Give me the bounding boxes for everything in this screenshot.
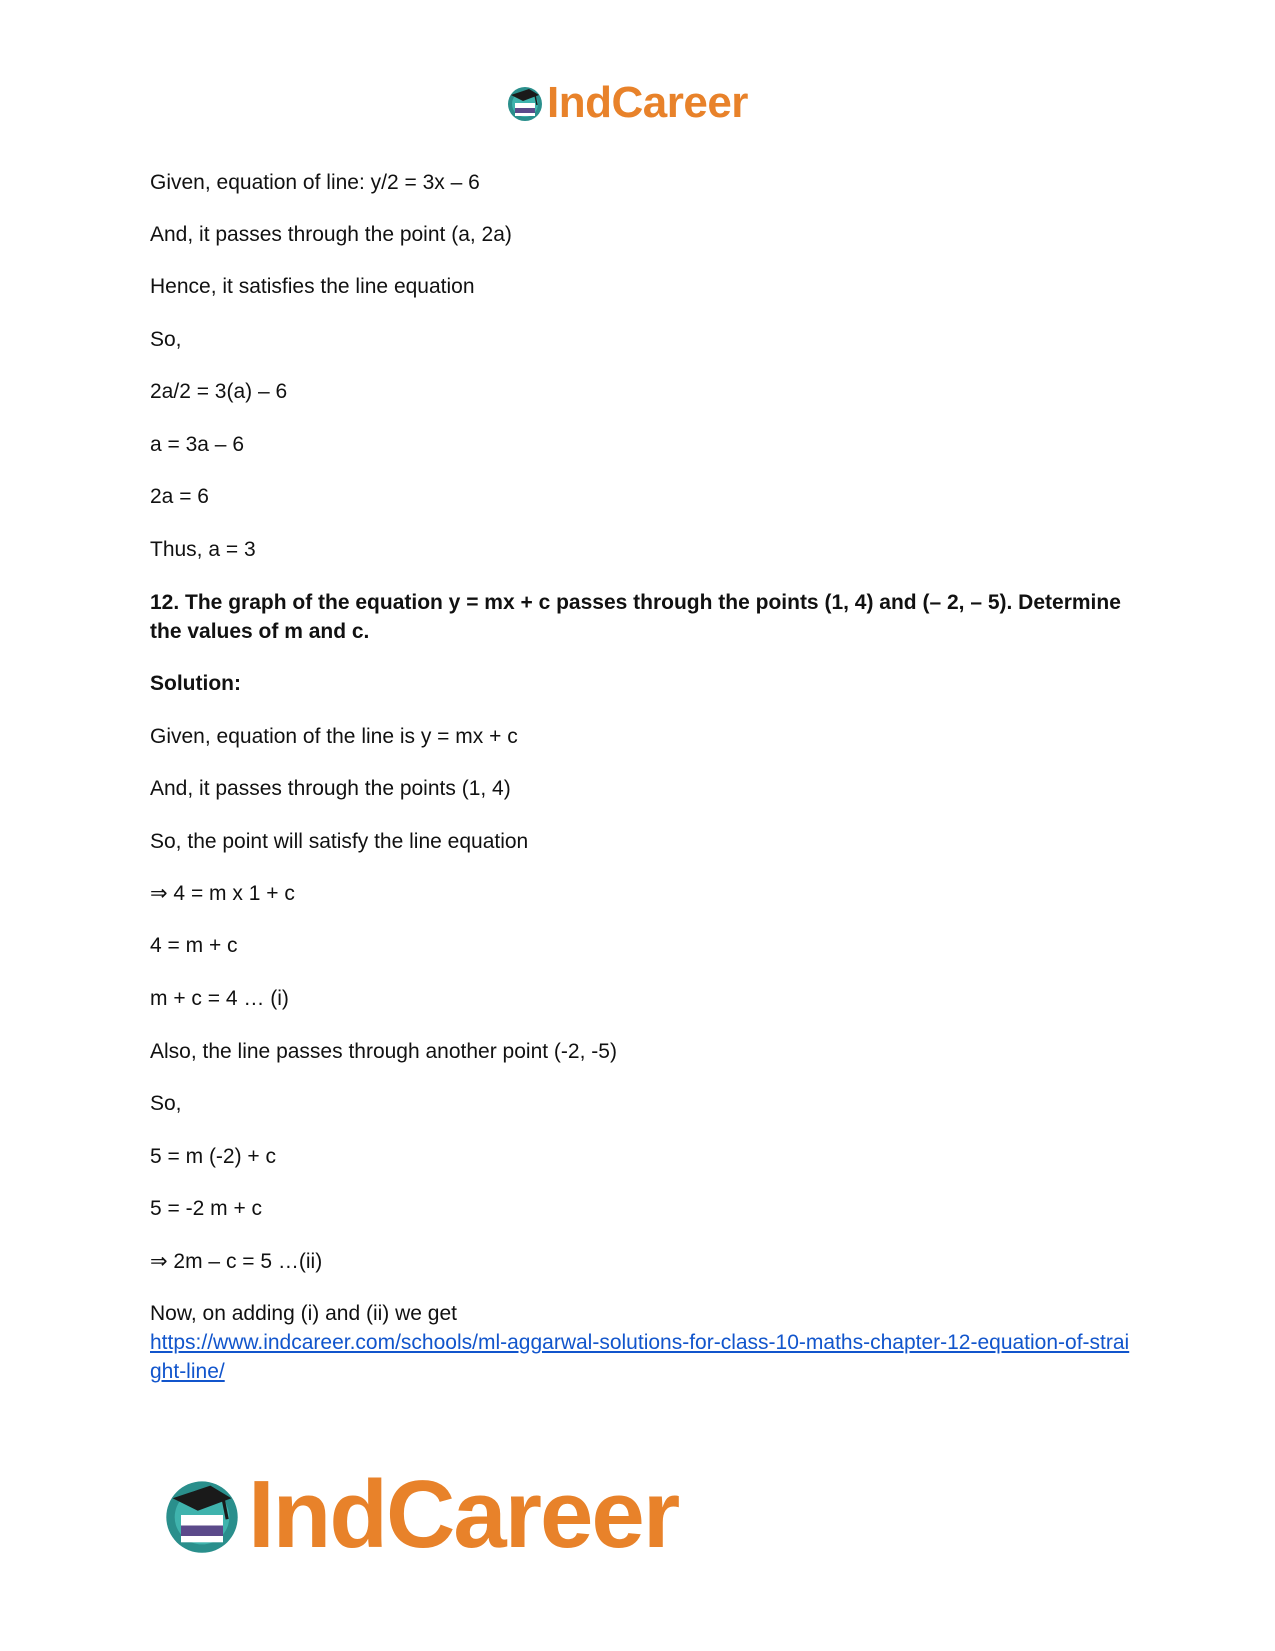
text-line: ⇒ 4 = m x 1 + c xyxy=(150,882,295,905)
text-line: ⇒ 2m – c = 5 …(ii) xyxy=(150,1250,323,1273)
question-heading: 12. The graph of the equation y = mx + c passes through the points (1, 4) and (– 2, – 5). Determine the values of m and c. xyxy=(150,591,1121,643)
text-line: 4 = m + c xyxy=(150,934,238,957)
text-line: 2a = 6 xyxy=(150,485,209,508)
text-line: So, xyxy=(150,328,182,351)
text-line: And, it passes through the points (1, 4) xyxy=(150,777,511,800)
footer-logo xyxy=(160,1460,678,1570)
text-line: Thus, a = 3 xyxy=(150,538,256,561)
brand-name: IndCareer xyxy=(248,1461,679,1568)
text-line: Given, equation of line: y/2 = 3x – 6 xyxy=(150,171,480,194)
text-line: 2a/2 = 3(a) – 6 xyxy=(150,380,288,403)
text-line: a = 3a – 6 xyxy=(150,433,244,456)
text-line: Also, the line passes through another point (-2, -5) xyxy=(150,1040,617,1063)
text-line: Given, equation of the line is y = mx + c xyxy=(150,725,518,748)
text-line: 5 = m (-2) + c xyxy=(150,1145,277,1168)
graduation-cap-book-icon xyxy=(160,1473,244,1557)
brand-name: IndCareer xyxy=(547,78,748,127)
text-line: Now, on adding (i) and (ii) we get xyxy=(150,1302,457,1325)
solution-label: Solution: xyxy=(150,672,241,695)
graduation-cap-book-icon xyxy=(505,83,545,123)
text-line: Hence, it satisfies the line equation xyxy=(150,275,475,298)
text-line: 5 = -2 m + c xyxy=(150,1197,263,1220)
text-line: m + c = 4 … (i) xyxy=(150,987,289,1010)
header-logo xyxy=(505,78,748,128)
text-line: So, the point will satisfy the line equation xyxy=(150,830,529,853)
text-line: So, xyxy=(150,1092,182,1115)
text-line: And, it passes through the point (a, 2a) xyxy=(150,223,512,246)
source-link[interactable]: https://www.indcareer.com/schools/ml-aggarwal-solutions-for-class-10-maths-chapter-12-equation-of-straight-line/ xyxy=(150,1331,1130,1383)
